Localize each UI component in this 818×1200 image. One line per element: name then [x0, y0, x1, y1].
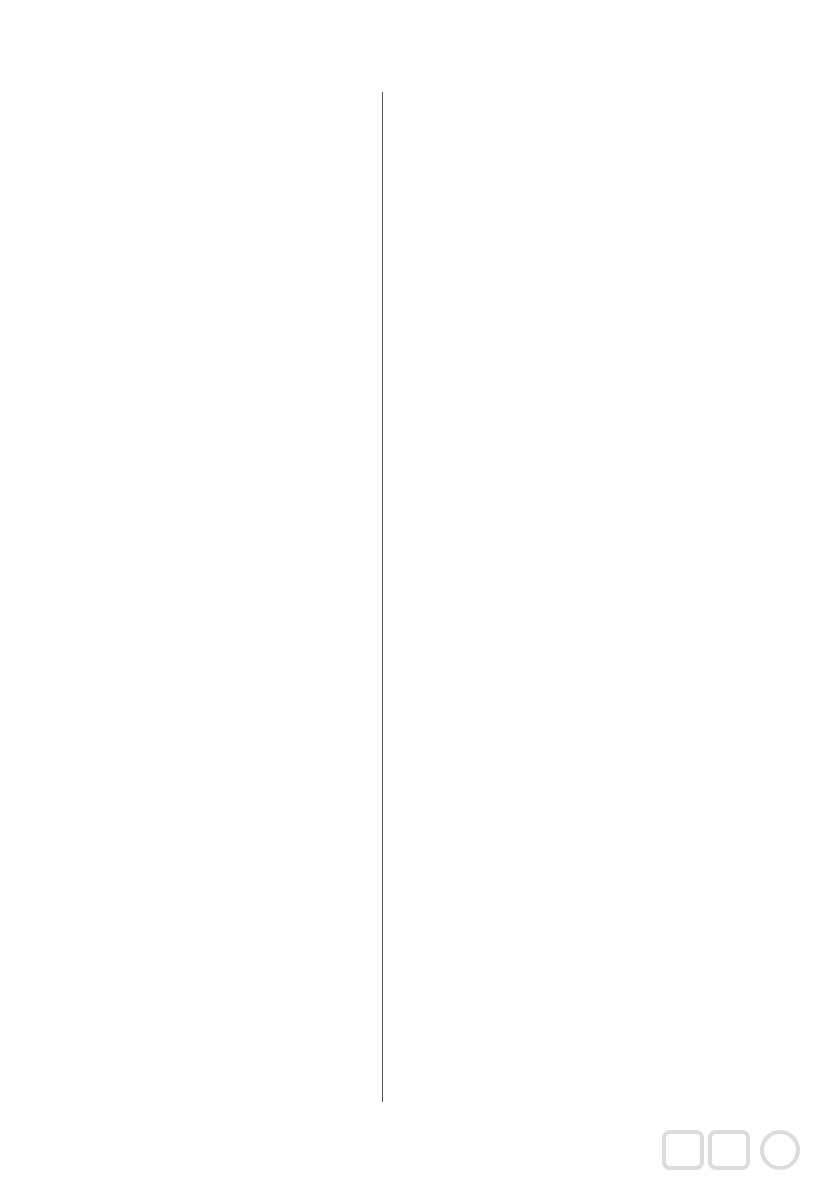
column-divider: [382, 92, 383, 1102]
dialog1-intro: [390, 136, 752, 161]
listening-heading: [28, 167, 378, 195]
part3-instruction: [390, 86, 752, 111]
part3-instruction-cont: [390, 111, 752, 136]
watermark-logo-icon: [660, 1128, 810, 1190]
left-column: [28, 86, 378, 295]
dialog2-intro: [390, 161, 752, 186]
part4-instruction-cont: [390, 211, 752, 236]
section-x-line: [28, 86, 378, 111]
part4-instruction: [390, 186, 752, 211]
unit-title: [28, 111, 378, 167]
part2-instruction-cont: [28, 270, 378, 295]
part1-instruction: [28, 195, 378, 220]
part1-instruction-cont: [28, 220, 378, 245]
right-column: [390, 86, 752, 236]
part2-instruction: [28, 245, 378, 270]
